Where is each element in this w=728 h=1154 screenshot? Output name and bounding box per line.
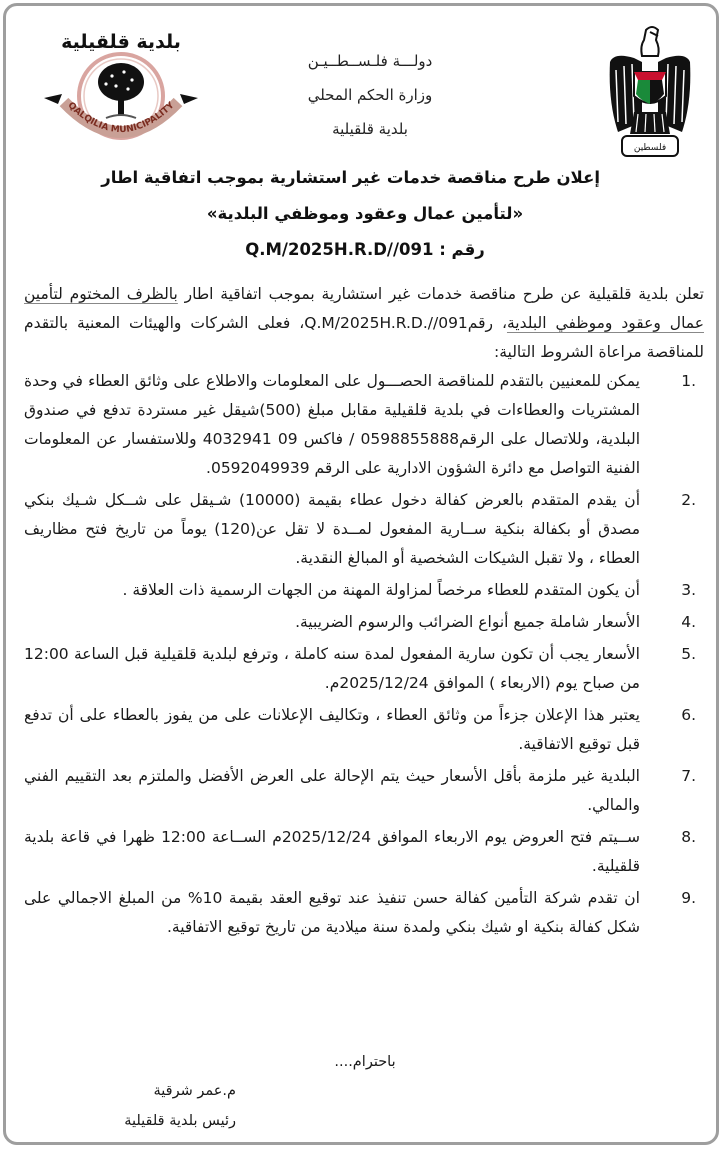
condition-text: يمكن للمعنيين بالتقدم للمناقصة الحصـــول على المعلومات والاطلاع على وثائق العطاء في وحدة المشتريات والعطاءات في بلدية قلقيلية مقابل مبلغ (500)شيقل غير مستردة تدفع في صندوق البلدية، وللاتصال على الرقم0598855888 / فاكس 09 4032941 وللاستفسار عن المعلومات الفنية التواصل مع دائرة الشؤون الادارية على الرقم 0592049939.: [24, 372, 640, 477]
condition-item: [24, 640, 704, 698]
reference-line: [130, 232, 600, 268]
condition-text: أن يقدم المتقدم بالعرض كفالة دخول عطاء بقيمة (10000) شـيقل على شــكل شـيك بنكي مصدق أو بكفالة بنكية ســارية المفعول لمــدة لا تقل عن(120) يوماً من تاريخ فتح مظاريف العطاء ، ولا تقبل الشيكات الشخصية أو المبالغ النقدية.: [24, 491, 640, 567]
condition-number: 3.: [681, 581, 696, 599]
condition-number: 1.: [681, 372, 696, 390]
condition-number: 6.: [681, 706, 696, 724]
municipality-name: بلدية قلقيلية: [332, 120, 408, 138]
header-block: [220, 44, 520, 146]
signature-block: [36, 1076, 236, 1136]
condition-text: يعتبر هذا الإعلان جزءاً من وثائق العطاء ، وتكاليف الإعلانات على من يفوز بالعطاء على أن تدفع قبل توقيع الاتفاقية.: [24, 706, 640, 753]
intro-text-1: تعلن بلدية قلقيلية عن طرح مناقصة خدمات غير استشارية بموجب اتفاقية اطار: [177, 285, 704, 303]
qalqilia-municipality-logo: [36, 24, 206, 152]
condition-number: 2.: [681, 491, 696, 509]
announcement-title: إعلان طرح مناقصة خدمات غير استشارية بموجب اتفاقية اطار: [101, 168, 600, 187]
condition-text: ســيتم فتح العروض يوم الاربعاء الموافق 2025/12/24م الســاعة 12:00 ظهرا في قاعة بلدية قلقيلية.: [24, 828, 641, 875]
condition-text: الأسعار يجب أن تكون سارية المفعول لمدة سنه كاملة ، وترفع لبلدية قلقيلية قبل الساعة 12:00 من صباح يوم (الاربعاء ) الموافق 2025/12/24م.: [24, 645, 640, 692]
condition-number: 7.: [681, 767, 696, 785]
condition-item: [24, 701, 704, 759]
condition-item: [24, 608, 704, 637]
condition-text: أن يكون المتقدم للعطاء مرخصاً لمزاولة المهنة من الجهات الرسمية ذات العلاقة .: [122, 581, 640, 599]
state-name: دولـــة فلـســطــيـن: [307, 52, 433, 70]
condition-item: [24, 486, 704, 573]
condition-text: البلدية غير ملزمة بأقل الأسعار حيث يتم الإحالة على العرض الأفضل والملتزم بعد التقييم الفني والمالي.: [24, 767, 640, 814]
condition-number: 4.: [681, 613, 696, 631]
svg-text:QALQILIA MUNICIPALITY: QALQILIA MUNICIPALITY: [65, 100, 177, 136]
ministry-name: وزارة الحكم المحلي: [307, 86, 433, 104]
closing-regards: باحترام....: [334, 1054, 396, 1070]
svg-text:بلدية قلقيلية: بلدية قلقيلية: [61, 31, 181, 53]
condition-number: 9.: [681, 889, 696, 907]
condition-number: 8.: [681, 828, 696, 846]
palestine-eagle-emblem: [604, 22, 696, 160]
condition-number: 5.: [681, 645, 696, 663]
svg-text:فلسطين: فلسطين: [633, 143, 667, 153]
condition-item: [24, 762, 704, 820]
reference-label: رقم :: [439, 240, 485, 259]
conditions-list: [24, 367, 704, 945]
signatory-title: رئيس بلدية قلقيلية: [124, 1113, 236, 1129]
condition-item: [24, 884, 704, 942]
intro-paragraph: [24, 280, 704, 367]
condition-text: الأسعار شاملة جميع أنواع الضرائب والرسوم الضريبية.: [295, 613, 640, 631]
intro-underlined-text: بالظرف المختوم لتأمين عمال وعقود وموظفي البلدية: [24, 285, 704, 332]
reference-number: Q.M/2025H.R.D//091: [245, 240, 434, 259]
condition-item: [24, 823, 704, 881]
signatory-name: م.عمر شرقية: [153, 1083, 236, 1099]
intro-text-2: ، رقمQ.M/2025H.R.D.//091، فعلى الشركات والهيئات المعنية بالتقدم للمناقصة مراعاة الشروط التالية:: [24, 314, 704, 361]
announcement-title-block: [101, 160, 600, 268]
condition-item: [24, 367, 704, 483]
condition-text: ان تقدم شركة التأمين كفالة حسن تنفيذ عند توقيع العقد بقيمة 10% من المبلغ الاجمالي على شكل كفالة بنكية او شيك بنكي ولمدة سنة ميلادية من تاريخ توقيع الاتفاقية.: [24, 889, 640, 936]
announcement-subtitle: «لتأمين عمال وعقود وموظفي البلدية»: [206, 204, 524, 223]
condition-item: [24, 576, 704, 605]
